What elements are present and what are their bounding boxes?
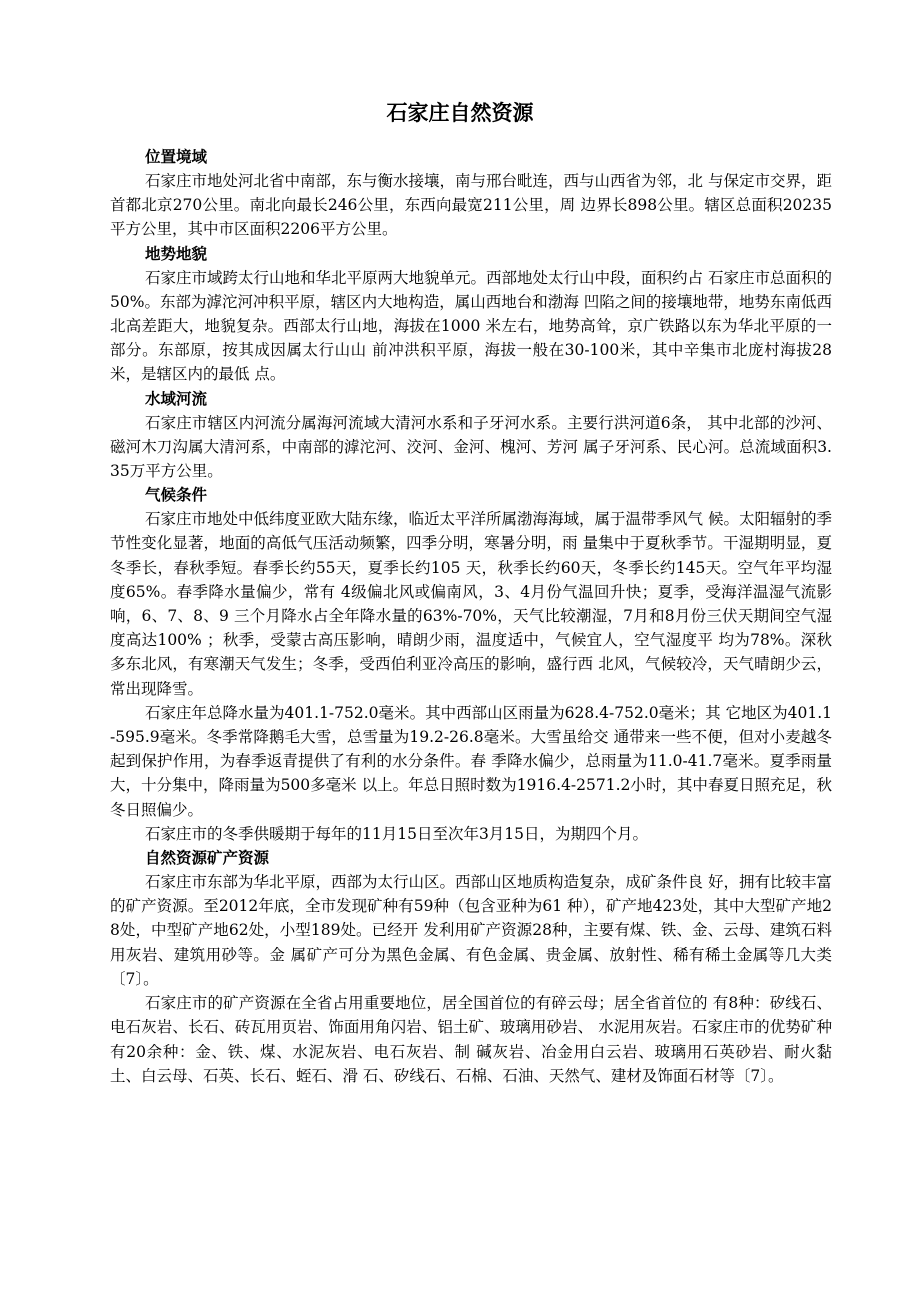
section-rivers (110, 387, 832, 484)
paragraph: 石家庄市辖区内河流分属海河流域大清河水系和子牙河水系。主要行洪河道6条， 其中北部的沙河、磁河木刀沟属大清河系，中南部的滹沱河、洨河、金河、槐河、芳河 属子牙河系、民心河。总流域面积3.35万平方公里。 (110, 413, 832, 481)
paragraph: 石家庄市的冬季供暖期于每年的11月15日至次年3月15日，为期四个月。 (145, 824, 649, 843)
section-heading: 气候条件 (145, 486, 208, 505)
section-climate (110, 483, 832, 846)
section-heading: 水域河流 (145, 389, 208, 408)
section-heading: 自然资源矿产资源 (145, 849, 270, 868)
section-mineral-resources (110, 846, 832, 1088)
paragraph: 石家庄年总降水量为401.1-752.0毫米。其中西部山区雨量为628.4-752.0毫米；其 它地区为401.1-595.9毫米。冬季常降鹅毛大雪，总雪量为19.2-26.8毫米。大雪虽给交 通带来一些不便，但对小麦越冬起到保护作用，为春季返青提供了有利的水分条件。春 季降水偏少，总雨量为11.0-41.7毫米。夏季雨量大，十分集中，降雨量为500多毫米 以上。年总日照时数为1916.4-2571.2小时，其中春夏日照充足，秋冬日照偏少。 (110, 703, 832, 819)
page-title: 石家庄自然资源 (386, 101, 534, 125)
section-location (110, 145, 832, 242)
section-heading: 地势地貌 (145, 244, 208, 263)
paragraph: 石家庄市地处河北省中南部，东与衡水接壤，南与邢台毗连，西与山西省为邻，北 与保定市交界，距首都北京270公里。南北向最长246公里，东西向最宽211公里，周 边界长898公里。辖区总面积20235平方公里，其中市区面积2206平方公里。 (110, 172, 832, 239)
section-terrain (110, 242, 832, 387)
section-heading: 位置境域 (145, 148, 208, 166)
document-body (110, 145, 832, 1088)
paragraph: 石家庄市地处中低纬度亚欧大陆东缘，临近太平洋所属渤海海域，属于温带季风气 候。太阳辐射的季节性变化显著，地面的高低气压活动频繁，四季分明，寒暑分明，雨 量集中于夏秋季节。干湿期明显，夏冬季长，春秋季短。春季长约55天，夏季长约105 天，秋季长约60天，冬季长约145天。空气年平均湿度65%。春季降水量偏少，常有 4级偏北风或偏南风，3、4月份气温回升快；夏季，受海洋温湿气流影响，6、7、8、9 三个月降水占全年降水量的63%-70%，天气比较潮湿，7月和8月份三伏天期间空气湿 度高达100% ；秋季，受蒙古高压影响，晴朗少雨，温度适中，气候宜人，空气湿度平 均为78%。深秋多东北风，有寒潮天气发生；冬季，受西伯利亚冷高压的影响，盛行西 北风，气候较冷，天气晴朗少云，常出现降雪。 (110, 510, 832, 698)
paragraph: 石家庄市东部为华北平原，西部为太行山区。西部山区地质构造复杂，成矿条件良 好，拥有比较丰富的矿产资源。至2012年底，全市发现矿种有59种（包含亚种为61 种），矿产地423处，其中大型矿产地28处，中型矿产地62处，小型189处。已经开 发利用矿产资源28种，主要有煤、铁、金、云母、建筑石料用灰岩、建筑用砂等。金 属矿产可分为黑色金属、有色金属、贵金属、放射性、稀有稀土金属等几大类〔7〕。 (110, 873, 832, 988)
paragraph: 石家庄市的矿产资源在全省占用重要地位，居全国首位的有碎云母；居全省首位的 有8种：矽线石、电石灰岩、长石、砖瓦用页岩、饰面用角闪岩、铝土矿、玻璃用砂岩、 水泥用灰岩。石家庄市的优势矿种有20余种：金、铁、煤、水泥灰岩、电石灰岩、制 碱灰岩、冶金用白云岩、玻璃用石英砂岩、耐火黏土、白云母、石英、长石、蛭石、滑 石、矽线石、石棉、石油、天然气、建材及饰面石材等〔7〕。 (110, 994, 832, 1085)
paragraph: 石家庄市域跨太行山地和华北平原两大地貌单元。西部地处太行山中段，面积约占 石家庄市总面积的50%。东部为滹沱河冲积平原，辖区内大地构造，属山西地台和渤海 凹陷之间的接壤地带，地势东南低西北高差距大，地貌复杂。西部太行山地，海拔在1000 米左右，地势高耸，京广铁路以东为华北平原的一部分。东部原，按其成因属太行山山 前冲洪积平原，海拔一般在30-100米，其中辛集市北庞村海拔28米，是辖区内的最低 点。 (110, 268, 832, 384)
